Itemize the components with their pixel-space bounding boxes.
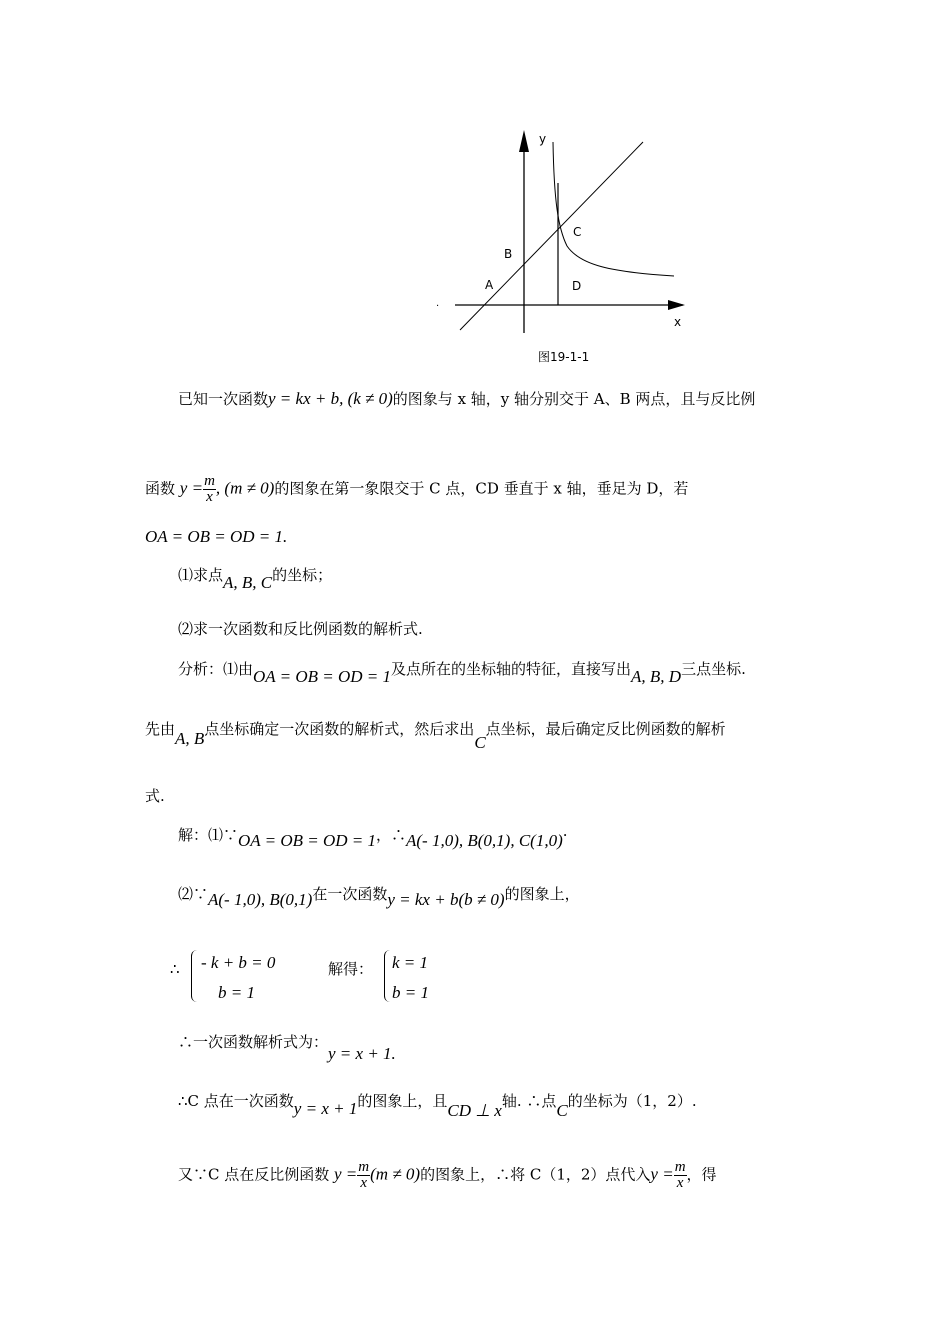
text: 在一次函数 bbox=[312, 885, 388, 903]
math: y = bbox=[334, 1164, 358, 1184]
text: 点坐标确定一次函数的解析式，然后求出 bbox=[204, 720, 475, 738]
fraction-m-over-x-2 bbox=[357, 1160, 370, 1191]
text: ，得 bbox=[686, 1165, 717, 1184]
text: ，∴ bbox=[376, 826, 407, 844]
y-axis-arrow-icon bbox=[519, 130, 529, 152]
system-2-eq-1: k = 1 bbox=[392, 953, 429, 972]
problem-line-2 bbox=[145, 474, 688, 505]
analysis-line-3: 式. bbox=[145, 787, 165, 805]
math: y = x + 1 bbox=[293, 1099, 358, 1118]
math: A, B bbox=[175, 729, 205, 748]
math: y = bbox=[179, 478, 204, 498]
solution-line-2 bbox=[178, 885, 580, 909]
inverse-function-curve bbox=[553, 142, 674, 276]
text: 的图象上， bbox=[504, 885, 580, 903]
problem-line-1 bbox=[178, 390, 755, 407]
text: 及点所在的坐标轴的特征，直接写出 bbox=[391, 660, 632, 678]
math: A, B, C bbox=[223, 573, 273, 592]
solve-label: 解得： bbox=[328, 960, 374, 978]
text: 三点坐标. bbox=[681, 660, 746, 678]
numerator: m bbox=[674, 1159, 686, 1175]
stray-dot: . bbox=[436, 298, 440, 309]
numerator: m bbox=[358, 1159, 370, 1175]
math: C bbox=[556, 1101, 568, 1120]
question-2: ⑵求一次函数和反比例函数的解析式. bbox=[178, 620, 423, 638]
math: OA = OB = OD = 1 bbox=[253, 667, 391, 686]
math: A(- 1,0), B(0,1), C(1,0) bbox=[406, 831, 563, 850]
math: C bbox=[474, 733, 486, 752]
system-1-eq-2: b = 1 bbox=[218, 983, 255, 1002]
text: 函数 bbox=[145, 479, 180, 498]
math: OA = OB = OD = 1 bbox=[238, 831, 376, 850]
denominator: x bbox=[360, 1175, 368, 1191]
text: ⑵∵ bbox=[178, 885, 209, 903]
text: 的图象上，∴将 C（1，2）点代入 bbox=[420, 1165, 651, 1184]
math: y = x + 1. bbox=[328, 1044, 396, 1063]
analysis-line-2 bbox=[145, 720, 726, 752]
system-1-eq-1: - k + b = 0 bbox=[201, 953, 276, 972]
x-axis-arrow-icon bbox=[668, 300, 685, 310]
text: 又∵C 点在反比例函数 bbox=[178, 1165, 335, 1184]
text: 的坐标； bbox=[272, 566, 333, 584]
text: 的图象上，且 bbox=[357, 1092, 448, 1110]
solution-line-3 bbox=[178, 1033, 396, 1063]
math: A, B, D bbox=[631, 667, 682, 686]
text: ∴C 点在一次函数 bbox=[178, 1092, 294, 1110]
math: y = kx + b, (k ≠ 0) bbox=[268, 389, 393, 408]
point-a-label: A bbox=[485, 278, 494, 292]
math: y = bbox=[650, 1164, 674, 1184]
text: 已知一次函数 bbox=[178, 390, 269, 408]
text: 先由 bbox=[145, 720, 176, 738]
text: 的图象在第一象限交于 C 点，CD 垂直于 x 轴，垂足为 D，若 bbox=[274, 479, 689, 498]
fraction-m-over-x bbox=[203, 474, 216, 505]
text: 的坐标为（1，2）. bbox=[567, 1092, 697, 1110]
denominator: x bbox=[676, 1175, 684, 1191]
linear-function-line bbox=[460, 142, 643, 330]
denominator: x bbox=[206, 489, 213, 505]
question-1 bbox=[178, 566, 333, 592]
math: (m ≠ 0) bbox=[370, 1164, 421, 1184]
point-d-label: D bbox=[572, 279, 582, 293]
text: ∴一次函数解析式为： bbox=[178, 1033, 329, 1051]
figure-caption: 图19-1-1 bbox=[538, 350, 590, 364]
fraction-m-over-x-3 bbox=[674, 1160, 687, 1191]
text: 轴. ∴点 bbox=[501, 1092, 557, 1110]
analysis-line-1 bbox=[178, 660, 746, 686]
math: CD ⊥ x bbox=[447, 1101, 502, 1120]
text: 的图象与 x 轴，y 轴分别交于 A、B 两点，且与反比例 bbox=[392, 390, 756, 408]
solution-line-4 bbox=[178, 1092, 697, 1120]
text: 分析：⑴由 bbox=[178, 660, 254, 678]
y-axis-label: y bbox=[539, 132, 547, 146]
system-2-eq-2: b = 1 bbox=[392, 983, 429, 1002]
solution-line-1 bbox=[178, 826, 568, 850]
problem-line-3: OA = OB = OD = 1. bbox=[145, 527, 288, 546]
point-c-label: C bbox=[573, 225, 582, 239]
math: A(- 1,0), B(0,1) bbox=[208, 890, 313, 909]
math: , (m ≠ 0) bbox=[215, 478, 275, 498]
point-b-label: B bbox=[504, 247, 513, 261]
x-axis-label: x bbox=[674, 315, 682, 329]
therefore-symbol: ∴ bbox=[170, 960, 180, 978]
text: ⑴求点 bbox=[178, 566, 224, 584]
text: · bbox=[562, 826, 568, 844]
numerator: m bbox=[204, 473, 215, 489]
text: 解：⑴∵ bbox=[178, 826, 239, 844]
solution-line-5 bbox=[178, 1160, 717, 1191]
math: y = kx + b(b ≠ 0) bbox=[387, 890, 505, 909]
text: 点坐标，最后确定反比例函数的解析 bbox=[485, 720, 726, 738]
system-1-brace bbox=[191, 950, 200, 1002]
